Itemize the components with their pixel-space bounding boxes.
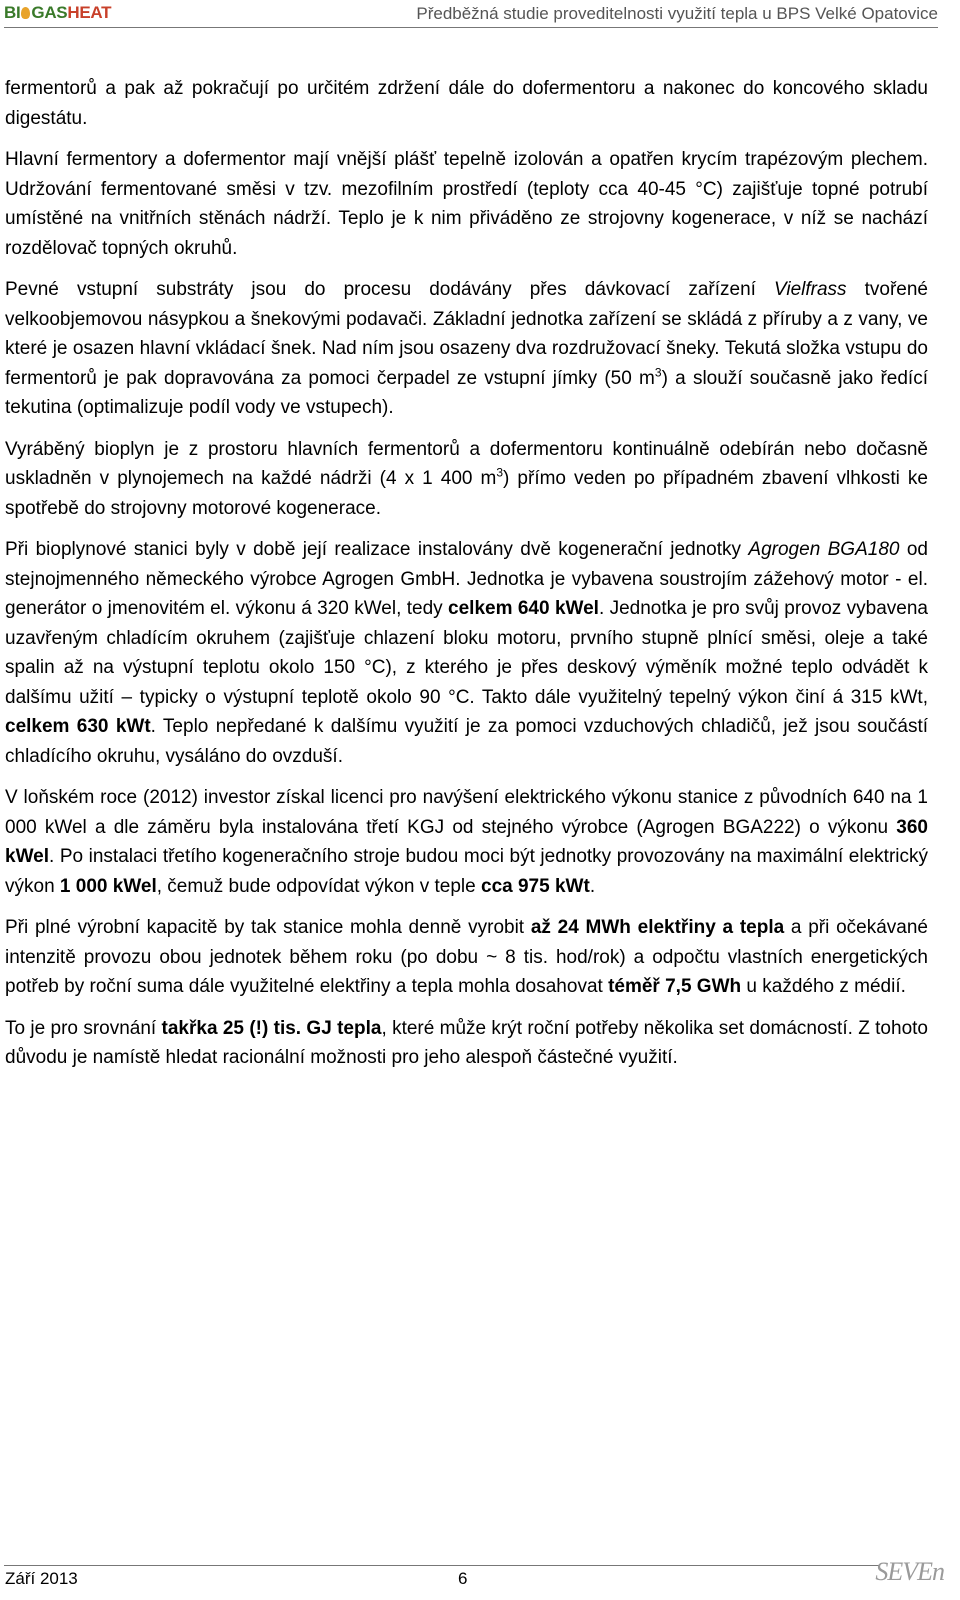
paragraph: Hlavní fermentory a dofermentor mají vnější plášť tepelně izolován a opatřen krycím trapézovým plechem. Udržování fermentované směsi v tzv. mezofilním prostředí (teploty cca 40-45 °C) zajišťuje topné potrubí umístěné na vnitřních stěnách nádrží. Teplo je k nim přiváděno ze strojovny kogenerace, v níž se nachází rozdělovač topných okruhů. <box>5 149 928 259</box>
footer-divider <box>4 1565 880 1566</box>
page-header <box>4 0 938 26</box>
text-span: , čemuž bude odpovídat výkon v teple <box>156 875 482 897</box>
paragraph <box>5 535 928 771</box>
header-divider <box>4 27 938 28</box>
bold-text: 360 kWel <box>5 816 928 867</box>
bold-text: téměř 7,5 GWh <box>608 976 742 997</box>
logo-text-bi: BI <box>4 3 21 22</box>
page-number: 6 <box>458 1569 468 1588</box>
text-span: a při očekávané intenzitě provozu obou jednotek během roku (po dobu ~ 8 tis. hod/rok) a odpočtu vlastních energetických potřeb by roční suma dále využitelné elektřiny a tepla mohla dosahovat <box>5 917 929 997</box>
paragraph <box>5 913 928 1002</box>
text-span: od stejnojmenného německého výrobce Agrogen GmbH. Jednotka je vybavena soustrojím zážehový motor - el. generátor o jmenovitém el. výkonu á 320 kWel, tedy <box>5 539 928 619</box>
text-span: V loňském roce (2012) investor získal licenci pro navýšení elektrického výkonu stanice z původních 640 na 1 000 kWel a dle záměru byla instalována třetí KGJ od stejného výrobce (Agrogen BGA222) o výkonu <box>5 787 928 838</box>
text-span: ) přímo veden po případném zbavení vlhkosti ke spotřebě do strojovny motorové kogenerace. <box>5 468 928 519</box>
text-span: . Jednotka je pro svůj provoz vybavena uzavřeným chladícím okruhem (zajišťuje chlazení bloku motoru, prvního stupně plnící směsi, oleje a také spalin až na výstupní teplotu okolo 150 °C), z kterého je přes deskový výměník možné teplo odvádět k dalšímu užití – typicky o výstupní teplotě okolo 90 °C. Takto dále využitelný tepelný výkon činí á 315 kWt, <box>5 598 929 708</box>
bold-text: celkem 630 kWt <box>5 716 151 737</box>
text-span: Pevné vstupní substráty jsou do procesu dodávány přes dávkovací zařízení <box>5 279 775 300</box>
text-span: To je pro srovnání <box>5 1017 162 1039</box>
document-body <box>5 74 928 1085</box>
footer-date: Září 2013 <box>5 1569 78 1588</box>
biogasheat-logo <box>4 3 111 23</box>
text-span: Vyráběný bioplyn je z prostoru hlavních fermentorů a dofermentoru kontinuálně odebírán nebo dočasně uskladněn v plynojemech na každé nádrži (4 x 1 400 m <box>5 438 928 489</box>
italic-text: Vielfrass <box>774 279 847 300</box>
text-span: tvořené velkoobjemovou násypkou a šnekovými podavači. Základní jednotka zařízení se skládá z příruby a z vany, ve které je osazen hlavní vkládací šnek. Nad ním jsou osazeny dva rozdružovací šneky. Tekutá složka vstupu do fermentorů je pak dopravována za pomoci čerpadel ze vstupní jímky (50 m <box>5 279 928 389</box>
seven-logo: SEVEn <box>875 1557 944 1586</box>
text-span: ) a slouží současně jako ředící tekutina (optimalizuje podíl vody ve vstupech). <box>5 367 928 418</box>
bold-text: cca 975 kWt <box>481 875 590 897</box>
bold-text: celkem 640 kWel <box>448 598 599 619</box>
text-span: . <box>589 875 596 897</box>
text-span: Při plné výrobní kapacitě by tak stanice mohla denně vyrobit <box>5 917 531 938</box>
bold-text: 1 000 kWel <box>59 875 157 897</box>
paragraph <box>5 435 928 524</box>
superscript: 3 <box>496 465 504 480</box>
document-title: Předběžná studie proveditelnosti využití tepla u BPS Velké Opatovice <box>416 4 938 23</box>
paragraph <box>5 275 928 423</box>
paragraph <box>5 783 928 901</box>
paragraph <box>5 1014 928 1073</box>
text-span: u každého z médií. <box>741 976 906 997</box>
logo-text-heat: HEAT <box>67 3 112 22</box>
superscript: 3 <box>654 365 662 380</box>
text-span: . Po instalaci třetího kogeneračního stroje budou moci být jednotky provozovány na maximální elektrický výkon <box>5 846 928 897</box>
flame-icon <box>21 7 30 19</box>
bold-text: až 24 MWh elektřiny a tepla <box>530 917 785 938</box>
text-span: , které může krýt roční potřeby několika set domácností. Z tohoto důvodu je namístě hledat racionální možnosti pro jeho alespoň částečné využití. <box>5 1017 928 1068</box>
logo-text-gas: GAS <box>31 3 68 22</box>
paragraph: fermentorů a pak až pokračují po určitém zdržení dále do dofermentoru a nakonec do koncového skladu digestátu. <box>5 78 928 129</box>
text-span: . Teplo nepředané k dalšímu využití je za pomoci vzduchových chladičů, jež jsou součástí chladícího okruhu, vysáláno do ovzduší. <box>5 716 929 767</box>
text-span: Při bioplynové stanici byly v době její realizace instalovány dvě kogenerační jednotky <box>5 539 749 560</box>
italic-text: Agrogen BGA180 <box>748 539 900 560</box>
bold-text: takřka 25 (!) tis. GJ tepla <box>161 1017 382 1039</box>
